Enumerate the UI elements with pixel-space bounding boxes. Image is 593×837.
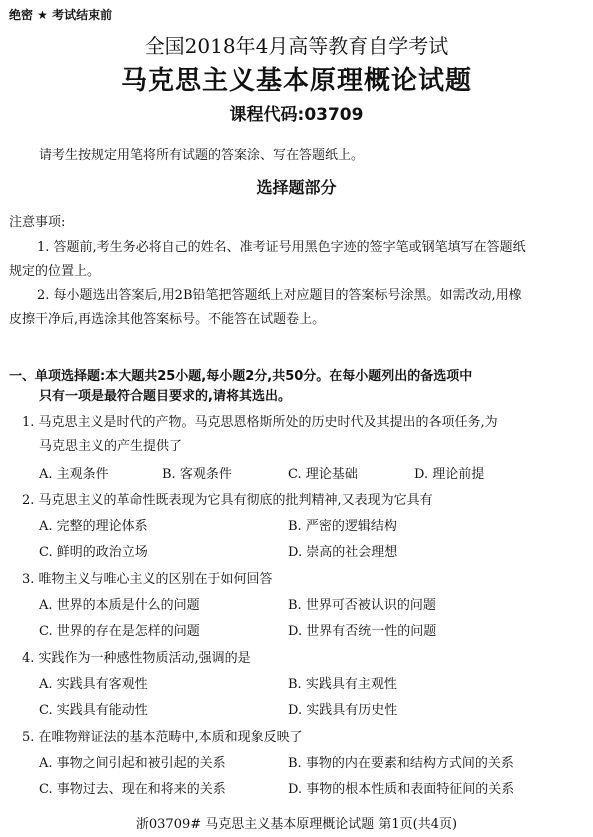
q3-option-d: D. 世界有否统一性的问题 <box>288 624 437 639</box>
question-5-stem: 5. 在唯物辩证法的基本范畴中,本质和现象反映了 <box>22 730 303 745</box>
page-footer: 浙03709# 马克思主义基本原理概论试题 第1页(共4页) <box>135 817 458 832</box>
course-code: 课程代码:03709 <box>229 105 364 125</box>
instruction: 请考生按规定用笔将所有试题的答案涂、写在答题纸上。 <box>39 148 365 163</box>
q4-option-a: A. 实践具有客观性 <box>39 677 148 692</box>
secret-mark: 绝密 ★ 考试结束前 <box>9 8 113 22</box>
q3-option-a: A. 世界的本质是什么的问题 <box>39 598 200 613</box>
q5-option-a: A. 事物之间引起和被引起的关系 <box>39 756 226 771</box>
note-1-line-2: 规定的位置上。 <box>9 264 101 279</box>
question-2-stem: 2. 马克思主义的革命性既表现为它具有彻底的批判精神,又表现为它具有 <box>22 493 433 508</box>
part1-heading-line-1: 一、单项选择题:本大题共25小题,每小题2分,共50分。在每小题列出的备选项中 <box>9 369 473 384</box>
q5-option-b: B. 事物的内在要素和结构方式间的关系 <box>288 756 514 771</box>
q1-option-d: D. 理论前提 <box>414 467 485 482</box>
note-2-line-2: 皮擦干净后,再选涂其他答案标号。不能答在试题卷上。 <box>9 312 326 327</box>
q2-option-a: A. 完整的理论体系 <box>39 519 148 534</box>
q5-option-c: C. 事物过去、现在和将来的关系 <box>39 782 226 797</box>
q2-option-b: B. 严密的逻辑结构 <box>288 519 397 534</box>
q1-option-a: A. 主观条件 <box>39 467 109 482</box>
section-title: 选择题部分 <box>256 178 337 197</box>
q4-option-c: C. 实践具有能动性 <box>39 703 148 718</box>
part1-heading-line-2: 只有一项是最符合题目要求的,请将其选出。 <box>39 389 291 404</box>
question-1-stem: 1. 马克思主义是时代的产物。马克思恩格斯所处的历史时代及其提出的各项任务,为 <box>22 415 498 430</box>
q4-option-b: B. 实践具有主观性 <box>288 677 397 692</box>
q4-option-d: D. 实践具有历史性 <box>288 703 398 718</box>
exam-title: 全国2018年4月高等教育自学考试 <box>144 34 449 58</box>
q2-option-c: C. 鲜明的政治立场 <box>39 545 148 560</box>
q1-option-b: B. 客观条件 <box>162 467 232 482</box>
q5-option-d: D. 事物的根本性质和表面特征间的关系 <box>288 782 515 797</box>
question-4-stem: 4. 实践作为一种感性物质活动,强调的是 <box>22 651 251 666</box>
note-2-line-1: 2. 每小题选出答案后,用2B铅笔把答题纸上对应题目的答案标号涂黑。如需改动,用橡 <box>37 288 522 303</box>
q2-option-d: D. 崇高的社会理想 <box>288 545 398 560</box>
q3-option-c: C. 世界的存在是怎样的问题 <box>39 624 200 639</box>
q3-option-b: B. 世界可否被认识的问题 <box>288 598 436 613</box>
question-3-stem: 3. 唯物主义与唯心主义的区别在于如何回答 <box>22 572 273 587</box>
note-1-line-1: 1. 答题前,考生务必将自己的姓名、准考证号用黑色字迹的签字笔或钢笔填写在答题纸 <box>37 240 526 255</box>
notes-heading: 注意事项: <box>9 215 66 230</box>
subject-title: 马克思主义基本原理概论试题 <box>120 66 472 96</box>
q1-option-c: C. 理论基础 <box>288 467 358 482</box>
question-1-stem-cont: 马克思主义的产生提供了 <box>39 439 183 454</box>
